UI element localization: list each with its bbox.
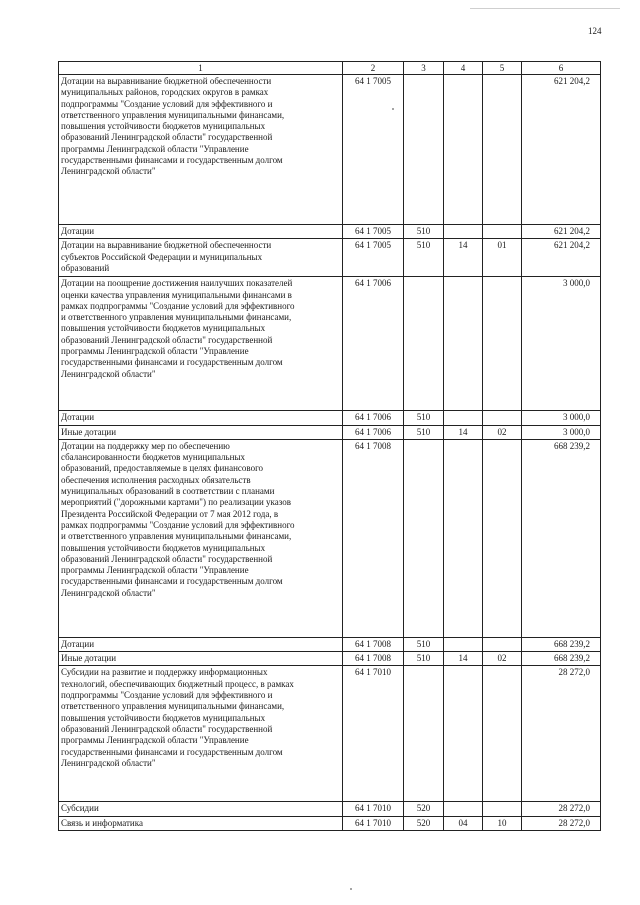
budget-table — [58, 61, 601, 831]
row-expense-type — [404, 666, 444, 802]
row-section — [444, 277, 483, 411]
row-subsection: 02 — [483, 425, 522, 439]
row-expense-type: 510 — [404, 225, 444, 239]
row-amount: 621 204,2 — [522, 75, 601, 225]
row-section: 14 — [444, 652, 483, 666]
row-amount: 668 239,2 — [522, 652, 601, 666]
row-section — [444, 666, 483, 802]
row-expense-type: 510 — [404, 411, 444, 425]
row-amount: 28 272,0 — [522, 802, 601, 816]
table-row — [59, 225, 601, 239]
table-row — [59, 802, 601, 816]
row-description: Иные дотации — [59, 425, 343, 439]
scan-speck — [392, 108, 394, 110]
row-amount: 28 272,0 — [522, 816, 601, 830]
table-row — [59, 652, 601, 666]
row-subsection — [483, 666, 522, 802]
row-subsection — [483, 75, 522, 225]
table-row — [59, 75, 601, 225]
table-row — [59, 816, 601, 830]
row-target-code: 64 1 7005 — [343, 239, 404, 277]
scan-top-line — [470, 8, 620, 9]
row-target-code: 64 1 7006 — [343, 425, 404, 439]
row-expense-type: 510 — [404, 425, 444, 439]
header-cell: 5 — [483, 62, 522, 75]
row-description: Дотации на поощрение достижения наилучших показателей оценки качества управления муниципальными финансами в рамках подпрограммы "Создание условий для эффективного и ответственного управления муниципальными финансами, повышения устойчивости бюджетов муниципальных образований Ленинградской области" государственной программы Ленинградской области "Управление государственными финансами и государственным долгом Ленинградской области" — [59, 277, 343, 411]
row-target-code: 64 1 7008 — [343, 439, 404, 637]
row-target-code: 64 1 7006 — [343, 277, 404, 411]
header-cell: 1 — [59, 62, 343, 75]
row-description: Дотации — [59, 411, 343, 425]
row-subsection — [483, 411, 522, 425]
row-section: 04 — [444, 816, 483, 830]
row-amount: 3 000,0 — [522, 425, 601, 439]
row-expense-type — [404, 439, 444, 637]
table-row — [59, 666, 601, 802]
row-amount: 3 000,0 — [522, 277, 601, 411]
row-subsection: 01 — [483, 239, 522, 277]
row-amount: 28 272,0 — [522, 666, 601, 802]
table-row — [59, 637, 601, 651]
row-section: 14 — [444, 425, 483, 439]
table-row — [59, 425, 601, 439]
row-section: 14 — [444, 239, 483, 277]
row-target-code: 64 1 7008 — [343, 637, 404, 651]
row-amount: 3 000,0 — [522, 411, 601, 425]
row-description: Дотации на выравнивание бюджетной обеспеченности муниципальных районов, городских округов в рамках подпрограммы "Создание условий для эффективного и ответственного управления муниципальными финансами, повышения устойчивости бюджетов муниципальных образований Ленинградской области" государственной программы Ленинградской области "Управление государственными финансами и государственным долгом Ленинградской области" — [59, 75, 343, 225]
table-row — [59, 277, 601, 411]
row-target-code: 64 1 7008 — [343, 652, 404, 666]
scan-speck — [350, 888, 352, 890]
header-cell: 2 — [343, 62, 404, 75]
row-description: Субсидии на развитие и поддержку информационных технологий, обеспечивающих бюджетный процесс, в рамках подпрограммы "Создание условий для эффективного и ответственного управления муниципальными финансами, повышения устойчивости бюджетов муниципальных образований Ленинградской области" государственной программы Ленинградской области "Управление государственными финансами и государственным долгом Ленинградской области" — [59, 666, 343, 802]
header-cell: 3 — [404, 62, 444, 75]
row-target-code: 64 1 7010 — [343, 802, 404, 816]
header-cell: 4 — [444, 62, 483, 75]
row-amount: 668 239,2 — [522, 439, 601, 637]
row-description: Иные дотации — [59, 652, 343, 666]
row-description: Дотации — [59, 225, 343, 239]
row-subsection: 10 — [483, 816, 522, 830]
table-row — [59, 239, 601, 277]
row-description: Субсидии — [59, 802, 343, 816]
row-section — [444, 802, 483, 816]
row-expense-type: 520 — [404, 816, 444, 830]
row-subsection — [483, 439, 522, 637]
row-amount: 621 204,2 — [522, 225, 601, 239]
row-expense-type: 520 — [404, 802, 444, 816]
row-subsection — [483, 277, 522, 411]
row-amount: 668 239,2 — [522, 637, 601, 651]
table-row — [59, 411, 601, 425]
row-target-code: 64 1 7010 — [343, 666, 404, 802]
row-target-code: 64 1 7005 — [343, 225, 404, 239]
row-target-code: 64 1 7010 — [343, 816, 404, 830]
row-description: Связь и информатика — [59, 816, 343, 830]
table-row — [59, 439, 601, 637]
row-subsection — [483, 637, 522, 651]
row-section — [444, 75, 483, 225]
row-section — [444, 225, 483, 239]
row-subsection — [483, 225, 522, 239]
row-expense-type: 510 — [404, 652, 444, 666]
row-target-code: 64 1 7005 — [343, 75, 404, 225]
row-description: Дотации на выравнивание бюджетной обеспеченности субъектов Российской Федерации и муниципальных образований — [59, 239, 343, 277]
row-target-code: 64 1 7006 — [343, 411, 404, 425]
page-number: 124 — [588, 26, 602, 36]
header-cell: 6 — [522, 62, 601, 75]
row-section — [444, 637, 483, 651]
row-section — [444, 439, 483, 637]
row-subsection: 02 — [483, 652, 522, 666]
row-expense-type: 510 — [404, 637, 444, 651]
row-section — [444, 411, 483, 425]
row-subsection — [483, 802, 522, 816]
row-expense-type: 510 — [404, 239, 444, 277]
row-expense-type — [404, 277, 444, 411]
row-description: Дотации на поддержку мер по обеспечению сбалансированности бюджетов муниципальных образований, предоставляемые в целях финансового обеспечения исполнения расходных обязательств муниципальных образований в соответствии с планами мероприятий ("дорожными картами") по реализации указов Президента Российской Федерации от 7 мая 2012 года, в рамках подпрограммы "Создание условий для эффективного и ответственного управления муниципальными финансами, повышения устойчивости бюджетов муниципальных образований Ленинградской области" государственной программы Ленинградской области "Управление государственными финансами и государственным долгом Ленинградской области" — [59, 439, 343, 637]
table-header-row — [59, 62, 601, 75]
row-amount: 621 204,2 — [522, 239, 601, 277]
row-description: Дотации — [59, 637, 343, 651]
row-expense-type — [404, 75, 444, 225]
